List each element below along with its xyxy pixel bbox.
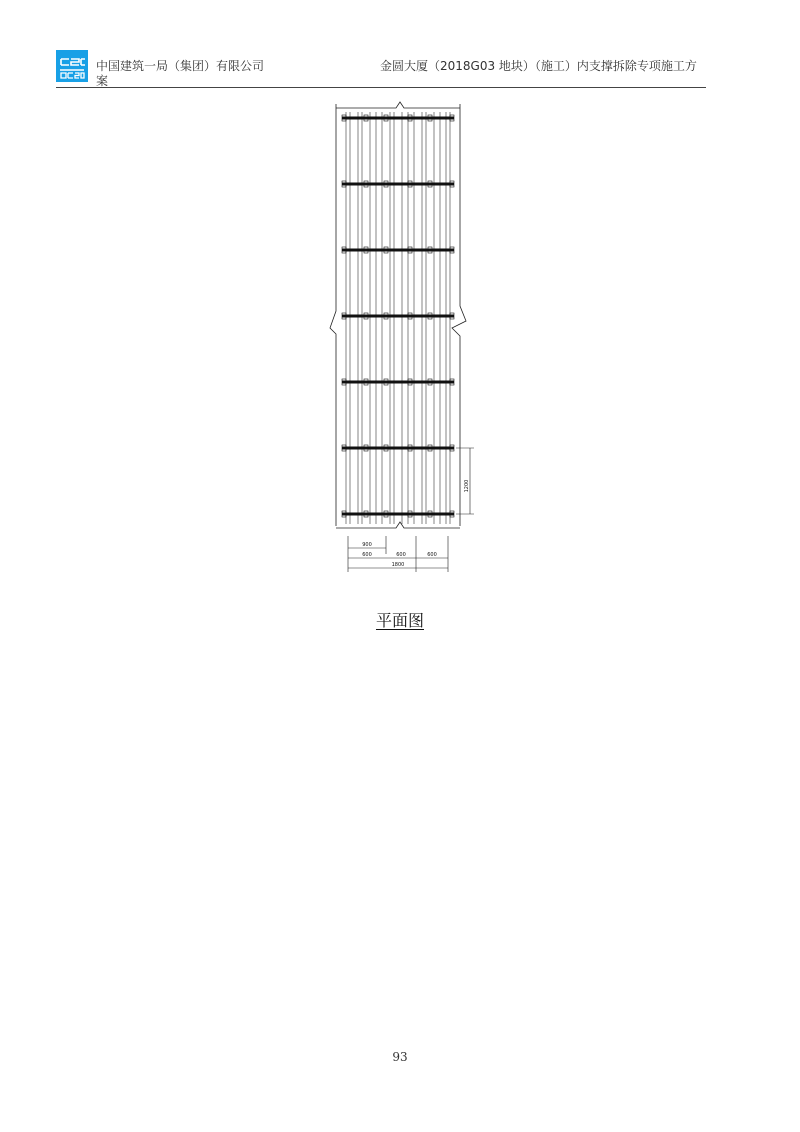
dim-seg-a: 600 (362, 552, 372, 558)
horizontal-beam (342, 511, 454, 517)
vertical-members (346, 112, 450, 524)
horizontal-beam (342, 115, 454, 121)
header-divider (56, 87, 706, 88)
document-title-continued: 案 (96, 74, 109, 88)
plan-drawing-svg (320, 96, 480, 576)
left-boundary-line (330, 104, 336, 526)
plan-drawing (320, 96, 480, 576)
cscec-logo-icon (56, 50, 88, 82)
dim-top-span: 900 (362, 542, 372, 548)
horizontal-beam (342, 181, 454, 187)
company-logo (56, 50, 88, 82)
figure-caption-text: 平面图 (375, 611, 424, 630)
horizontal-beam (342, 379, 454, 385)
figure-caption (0, 608, 800, 631)
dim-seg-c: 600 (427, 552, 437, 558)
company-name: 中国建筑一局（集团）有限公司 (96, 59, 265, 73)
document-title: 金圆大厦（2018G03 地块）（施工）内支撑拆除专项施工方 (380, 59, 697, 73)
dim-vertical-spacing: 1200 (464, 479, 470, 493)
horizontal-beams (342, 115, 454, 517)
horizontal-beam (342, 247, 454, 253)
bottom-break-line (336, 522, 460, 528)
dim-total: 1800 (391, 562, 405, 568)
dim-seg-b: 600 (396, 552, 406, 558)
page-number: 93 (392, 1050, 408, 1064)
horizontal-beam (342, 313, 454, 319)
horizontal-beam (342, 445, 454, 451)
top-break-line (336, 102, 460, 108)
